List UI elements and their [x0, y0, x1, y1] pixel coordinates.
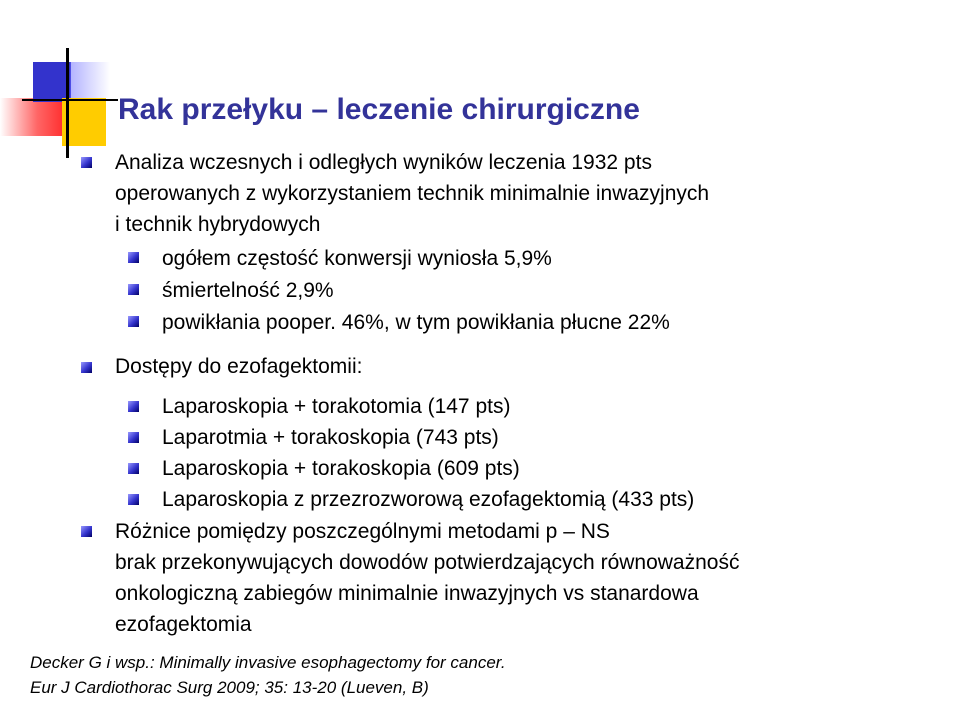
logo-vertical-line — [66, 48, 69, 158]
sub-bullet-icon — [128, 252, 139, 263]
bullet-icon — [81, 526, 92, 537]
section3-line-3: onkologiczną zabiegów minimalnie inwazyjnych vs stanardowa — [115, 582, 699, 605]
decorative-logo — [0, 0, 120, 170]
sub-bullet-icon — [128, 432, 139, 443]
logo-horizontal-line — [22, 99, 118, 101]
logo-red-square — [0, 98, 62, 136]
section1-sub-1: ogółem częstość konwersji wyniosła 5,9% — [162, 247, 552, 270]
section3-line-4: ezofagektomia — [115, 613, 252, 636]
sub-bullet-icon — [128, 401, 139, 412]
sub-bullet-icon — [128, 316, 139, 327]
logo-fade-square — [70, 62, 110, 98]
sub-bullet-icon — [128, 284, 139, 295]
section2-sub-2: Laparotmia + torakoskopia (743 pts) — [162, 426, 499, 449]
section1-line-3: i technik hybrydowych — [115, 213, 321, 236]
sub-bullet-icon — [128, 494, 139, 505]
slide-title: Rak przełyku – leczenie chirurgiczne — [118, 93, 640, 126]
sub-bullet-icon — [128, 463, 139, 474]
section2-sub-4: Laparoskopia z przezrozworową ezofagektomią (433 pts) — [162, 488, 695, 511]
section3-line-1: Różnice pomiędzy poszczególnymi metodami p – NS — [115, 520, 610, 543]
section3-line-2: brak przekonywujących dowodów potwierdzających równoważność — [115, 551, 740, 574]
section1-sub-2: śmiertelność 2,9% — [162, 279, 334, 302]
bullet-icon — [81, 362, 92, 373]
section2-sub-3: Laparoskopia + torakoskopia (609 pts) — [162, 457, 520, 480]
section1-sub-3: powikłania pooper. 46%, w tym powikłania płucne 22% — [162, 311, 670, 334]
section1-line-2: operowanych z wykorzystaniem technik minimalnie inwazyjnych — [115, 182, 710, 205]
bullet-icon — [81, 157, 92, 168]
reference-line-2: Eur J Cardiothorac Surg 2009; 35: 13-20 (Lueven, B) — [30, 678, 429, 697]
reference-line-1: Decker G i wsp.: Minimally invasive esophagectomy for cancer. — [30, 653, 506, 672]
section2-line-1: Dostępy do ezofagektomii: — [115, 355, 363, 378]
section2-sub-1: Laparoskopia + torakotomia (147 pts) — [162, 395, 511, 418]
section1-line-1: Analiza wczesnych i odległych wyników leczenia 1932 pts — [115, 151, 652, 174]
